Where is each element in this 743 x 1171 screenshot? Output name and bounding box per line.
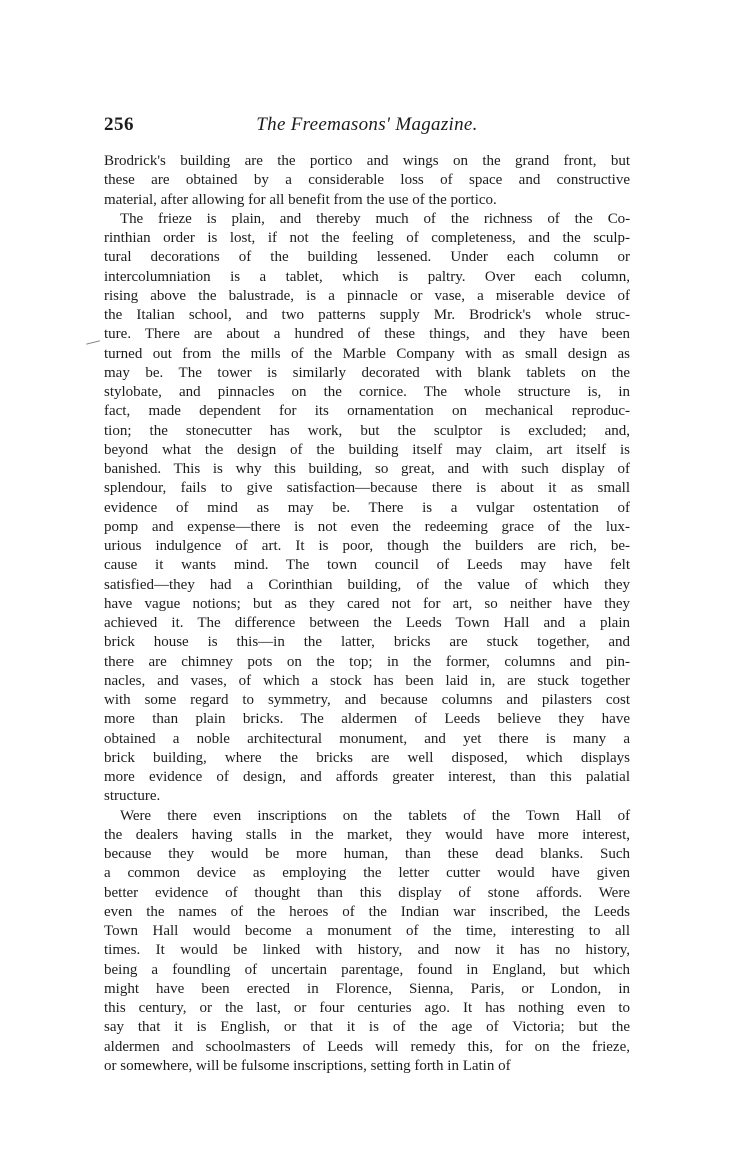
text-line: evidence of mind as may be. There is a vulgar ostentation of bbox=[104, 499, 630, 516]
text-line: intercolumniation is a tablet, which is paltry. Over each column, bbox=[104, 268, 630, 285]
text-line: obtained a noble architectural monument, and yet there is many a bbox=[104, 730, 630, 747]
text-line: beyond what the design of the building itself may claim, art itself is bbox=[104, 441, 630, 458]
text-line: Brodrick's building are the portico and wings on the grand front, but bbox=[104, 153, 630, 169]
text-line: Were there even inscriptions on the tablets of the Town Hall of bbox=[120, 807, 630, 824]
text-line: material, after allowing for all benefit from the use of the portico. bbox=[104, 191, 497, 208]
text-line: these are obtained by a considerable loss of space and constructive bbox=[104, 172, 630, 189]
text-line: nacles, and vases, of which a stock has been laid in, are stuck together bbox=[104, 672, 630, 689]
text-line: pomp and expense—there is not even the redeeming grace of the lux- bbox=[104, 518, 630, 535]
text-line: have vague notions; but as they cared not for art, so neither have they bbox=[104, 595, 630, 612]
text-line: tion; the stonecutter has work, but the sculptor is excluded; and, bbox=[104, 422, 630, 439]
text-line: times. It would be linked with history, and now it has no history, bbox=[104, 942, 630, 959]
text-line: achieved it. The difference between the Leeds Town Hall and a plain bbox=[104, 615, 630, 631]
paragraph bbox=[104, 210, 630, 807]
text-line: splendour, fails to give satisfaction—because there is about it as small bbox=[104, 480, 630, 497]
text-line: this century, or the last, or four centuries ago. It has nothing even to bbox=[104, 1000, 630, 1016]
margin-mark bbox=[86, 340, 100, 344]
text-line: turned out from the mills of the Marble Company with as small design as bbox=[104, 345, 630, 362]
text-line: with some regard to symmetry, and because columns and pilasters cost bbox=[104, 692, 630, 708]
text-line: stylobate, and pinnacles on the cornice. The whole structure is, in bbox=[104, 384, 630, 400]
text-line: say that it is English, or that it is of the age of Victoria; but the bbox=[104, 1019, 630, 1036]
text-line: may be. The tower is similarly decorated with blank tablets on the bbox=[104, 364, 630, 381]
text-line: even the names of the heroes of the Indian war inscribed, the Leeds bbox=[104, 903, 630, 920]
article-body bbox=[104, 152, 630, 1076]
text-line: Town Hall would become a monument of the time, interesting to all bbox=[104, 923, 630, 939]
text-line: aldermen and schoolmasters of Leeds will remedy this, for on the frieze, bbox=[104, 1038, 630, 1055]
text-line: brick house is this—in the latter, bricks are stuck together, and bbox=[104, 634, 630, 651]
text-line: fact, made dependent for its ornamentation on mechanical reproduc- bbox=[104, 403, 630, 420]
text-line: because they would be more human, than these dead blanks. Such bbox=[104, 846, 630, 862]
text-line: more than plain bricks. The aldermen of Leeds believe they have bbox=[104, 711, 630, 728]
text-line: there are chimney pots on the top; in the former, columns and pin- bbox=[104, 653, 630, 670]
text-line: banished. This is why this building, so great, and with such display of bbox=[104, 461, 630, 477]
text-line: satisfied—they had a Corinthian building, of the value of which they bbox=[104, 576, 630, 593]
text-line: ture. There are about a hundred of these things, and they have been bbox=[104, 326, 630, 343]
text-line: rising above the balustrade, is a pinnacle or vase, a miserable device of bbox=[104, 287, 630, 304]
text-line: a common device as employing the letter cutter would have given bbox=[104, 865, 630, 882]
text-line: the Italian school, and two patterns supply Mr. Brodrick's whole struc- bbox=[104, 307, 630, 323]
page-header bbox=[104, 114, 630, 140]
paragraph bbox=[104, 152, 630, 210]
text-line: being a foundling of uncertain parentage, found in England, but which bbox=[104, 961, 630, 978]
text-line: cause it wants mind. The town council of Leeds may have felt bbox=[104, 557, 630, 574]
text-line: The frieze is plain, and thereby much of the richness of the Co- bbox=[120, 210, 630, 227]
text-line: more evidence of design, and affords greater interest, than this palatial bbox=[104, 769, 630, 785]
page-number: 256 bbox=[104, 114, 134, 135]
running-title: The Freemasons' Magazine. bbox=[256, 114, 478, 135]
text-line: or somewhere, will be fulsome inscriptions, setting forth in Latin of bbox=[104, 1057, 511, 1074]
text-line: rinthian order is lost, if not the feeling of completeness, and the sculp- bbox=[104, 230, 630, 246]
text-line: might have been erected in Florence, Sienna, Paris, or London, in bbox=[104, 980, 630, 997]
text-line: the dealers having stalls in the market, they would have more interest, bbox=[104, 826, 630, 843]
text-line: urious indulgence of art. It is poor, though the builders are rich, be- bbox=[104, 538, 630, 554]
text-line: brick building, where the bricks are well disposed, which displays bbox=[104, 749, 630, 766]
text-line: tural decorations of the building lessened. Under each column or bbox=[104, 249, 630, 266]
text-line: structure. bbox=[104, 788, 161, 805]
text-line: better evidence of thought than this display of stone affords. Were bbox=[104, 884, 630, 901]
paragraph bbox=[104, 807, 630, 1077]
